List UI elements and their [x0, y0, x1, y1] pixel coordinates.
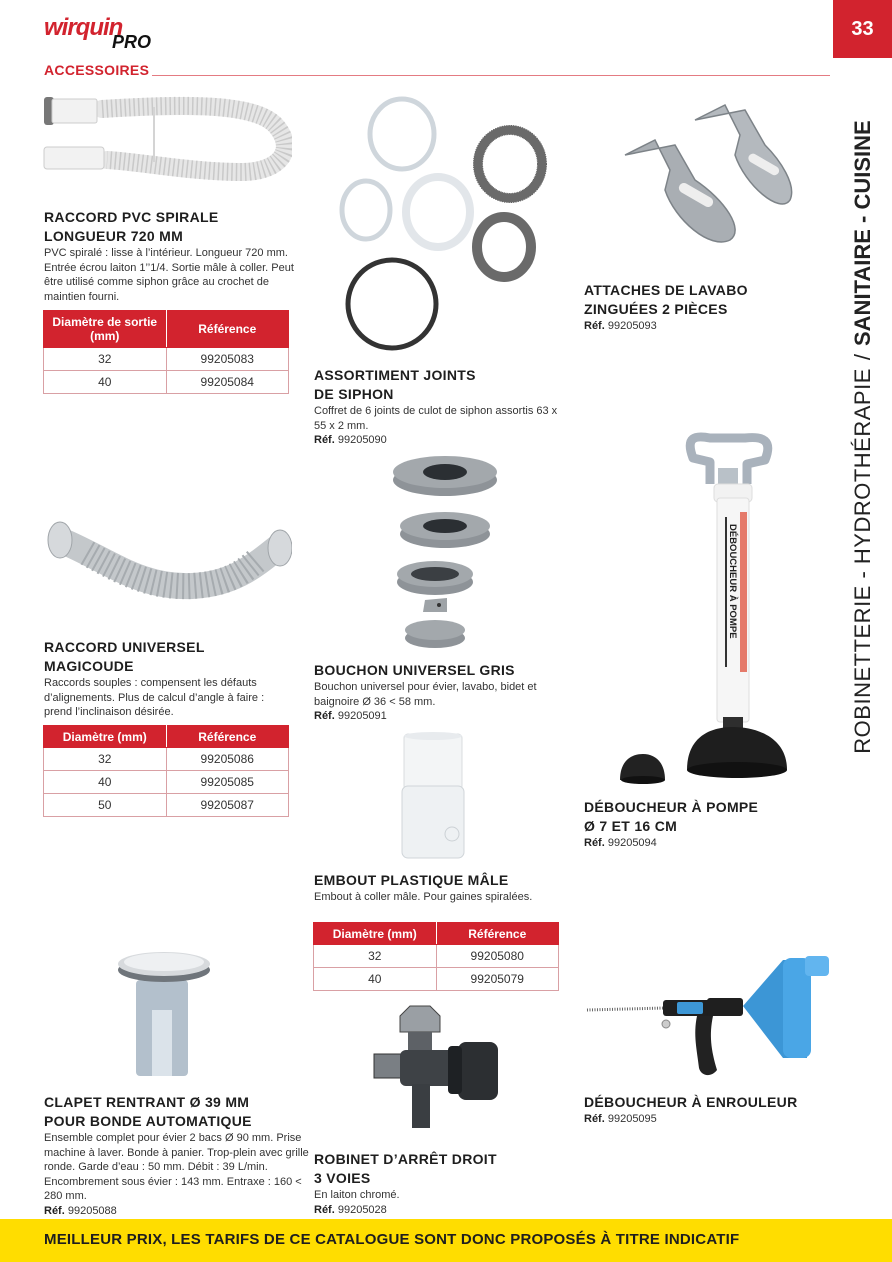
table-header: Référence [436, 923, 559, 945]
product-title: LONGUEUR 720 MM [44, 228, 184, 244]
footer-banner [0, 1219, 892, 1262]
brand-sub: PRO [112, 32, 152, 52]
footer-text: MEILLEUR PRIX, LES TARIFS DE CE CATALOGUE SONT DONC PROPOSÉS À TITRE INDICATIF [44, 1231, 740, 1248]
table-cell: 40 [44, 771, 167, 794]
product-title: ROBINET D’ARRÊT DROIT [314, 1151, 497, 1167]
table-row [314, 968, 559, 991]
product-image-robinet [370, 1002, 500, 1130]
product-title: EMBOUT PLASTIQUE MÂLE [314, 872, 509, 888]
table-header: Référence [166, 311, 289, 348]
table-cell: 99205079 [436, 968, 559, 991]
product-image-raccord-pvc-spirale [42, 92, 292, 187]
product-description: En laiton chromé. [314, 1189, 400, 1201]
table-cell: 32 [44, 748, 167, 771]
product-image-deboucheur-pompe [615, 432, 800, 792]
table-cell: 99205084 [166, 371, 289, 394]
product-image-embout [400, 730, 472, 862]
product-title: ATTACHES DE LAVABO [584, 282, 748, 298]
ref-value: 99205090 [337, 434, 387, 446]
product-deboucheur-enrouleur [584, 1093, 824, 1126]
product-image-joints [328, 92, 548, 357]
product-title: 3 VOIES [314, 1170, 371, 1186]
product-description: Coffret de 6 joints de culot de siphon assortis 63 x 55 x 2 mm. [314, 405, 558, 432]
table-row [44, 771, 289, 794]
product-title: RACCORD UNIVERSEL [44, 639, 205, 655]
product-robinet-arret [314, 1150, 574, 1217]
product-image-clapet [116, 940, 216, 1080]
product-title: POUR BONDE AUTOMATIQUE [44, 1113, 252, 1129]
table-cell: 50 [44, 794, 167, 817]
product-title: DÉBOUCHEUR À ENROULEUR [584, 1094, 798, 1110]
table-cell: 99205085 [166, 771, 289, 794]
pump-label-text: DÉBOUCHEUR À POMPE [727, 524, 738, 639]
product-image-magicoude [42, 518, 292, 608]
ref-value: 99205028 [337, 1203, 387, 1216]
product-title: MAGICOUDE [44, 658, 134, 674]
product-bouchon-universel [314, 661, 574, 723]
table-cell: 99205086 [166, 748, 289, 771]
product-embout-plastique [314, 871, 574, 905]
category-sidebar [833, 72, 892, 802]
table-cell: 99205080 [436, 945, 559, 968]
table-cell: 99205083 [166, 348, 289, 371]
ref-label: Réf. [584, 320, 605, 332]
table-row [44, 794, 289, 817]
table-header: Diamètre de sortie (mm) [44, 311, 167, 348]
category-sanitaire: SANITAIRE - CUISINE [849, 120, 875, 346]
spec-table [43, 725, 289, 817]
category-robinetterie: ROBINETTERIE - HYDROTHÉRAPIE [849, 368, 875, 754]
product-deboucheur-pompe [584, 798, 824, 850]
product-description: Embout à coller mâle. Pour gaines spiralées. [314, 891, 533, 903]
product-title: ASSORTIMENT JOINTS [314, 367, 476, 383]
product-description: PVC spiralé : lisse à l’intérieur. Longueur 720 mm. Entrée écrou laiton 1’’1/4. Sortie mâle à coller. Peut être utilisé comme siphon grâce au crochet de maintien fourni. [44, 247, 294, 303]
brand-logo [44, 14, 164, 54]
ref-label: Réf. [314, 434, 335, 446]
product-title: CLAPET RENTRANT Ø 39 MM [44, 1094, 250, 1110]
ref-value: 99205088 [67, 1204, 117, 1217]
product-title: ZINGUÉES 2 PIÈCES [584, 301, 728, 317]
ref-value: 99205093 [607, 320, 657, 332]
ref-label: Réf. [584, 837, 605, 849]
ref-value: 99205094 [607, 837, 657, 849]
ref-value: 99205095 [607, 1113, 657, 1125]
ref-value: 99205091 [337, 710, 387, 722]
product-raccord-magicoude [44, 638, 294, 720]
product-description: Raccords souples : compensent les défauts d’alignements. Plus de calcul d’angle à faire : prend l’inclinaison désirée. [44, 677, 265, 718]
spec-table [313, 922, 559, 991]
product-title: DE SIPHON [314, 386, 394, 402]
table-header: Diamètre (mm) [314, 923, 437, 945]
table-cell: 99205087 [166, 794, 289, 817]
product-description: Ensemble complet pour évier 2 bacs Ø 90 mm. Prise machine à laver. Bonde à panier. Trop-plein avec grille ronde. Garde d’eau : 50 mm. Débit : 39 L/min. Encombrement sous évier : 143 mm. Entraxe : 160 < 280 mm. [44, 1132, 309, 1202]
product-title: RACCORD PVC SPIRALE [44, 209, 219, 225]
brand-name: wirquin [44, 14, 123, 41]
section-title: ACCESSOIRES [44, 62, 150, 78]
table-header: Référence [166, 726, 289, 748]
table-cell: 32 [314, 945, 437, 968]
product-image-attaches [615, 100, 795, 260]
product-assortiment-joints [314, 366, 564, 447]
product-title: BOUCHON UNIVERSEL GRIS [314, 662, 515, 678]
table-cell: 40 [314, 968, 437, 991]
ref-label: Réf. [584, 1113, 605, 1125]
product-image-bouchon [385, 452, 505, 652]
table-row [314, 945, 559, 968]
table-header: Diamètre (mm) [44, 726, 167, 748]
table-cell: 40 [44, 371, 167, 394]
product-raccord-pvc-spirale [44, 208, 294, 304]
ref-label: Réf. [44, 1204, 65, 1217]
product-title: Ø 7 ET 16 CM [584, 818, 678, 834]
table-row [44, 348, 289, 371]
product-image-enrouleur [585, 950, 831, 1080]
product-description: Bouchon universel pour évier, lavabo, bidet et baignoire Ø 36 < 58 mm. [314, 681, 537, 708]
table-row [44, 748, 289, 771]
product-title: DÉBOUCHEUR À POMPE [584, 799, 759, 815]
table-row [44, 371, 289, 394]
section-divider [152, 75, 830, 76]
product-clapet-rentrant [44, 1093, 309, 1218]
category-separator: / [849, 354, 875, 361]
product-attaches-lavabo [584, 281, 824, 333]
spec-table [43, 310, 289, 394]
ref-label: Réf. [314, 710, 335, 722]
ref-label: Réf. [314, 1203, 335, 1216]
page-number: 33 [833, 0, 892, 58]
table-cell: 32 [44, 348, 167, 371]
